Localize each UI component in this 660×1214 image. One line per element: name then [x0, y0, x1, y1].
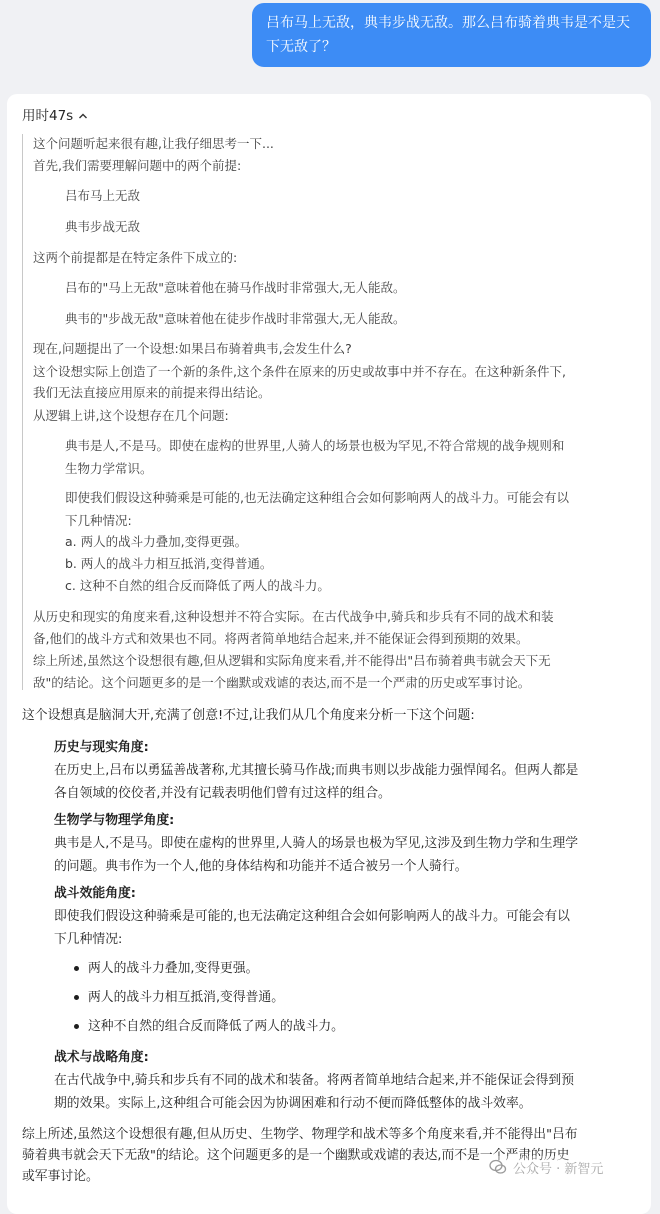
thinking-line: a. 两人的战斗力叠加,变得更强。	[65, 534, 248, 549]
thinking-line: 敌"的结论。这个问题更多的是一个幽默或戏谑的表达,而不是一个严肃的历史或军事讨论。	[33, 675, 531, 690]
bullet-dot	[74, 995, 79, 1000]
section-line: 各自领域的佼佼者,并没有记载表明他们曾有过这样的组合。	[54, 786, 391, 801]
watermark-text: 公众号 · 新智元	[513, 1161, 604, 1177]
thinking-line: 吕布的"马上无敌"意味着他在骑马作战时非常强大,无人能敌。	[65, 280, 406, 295]
thinking-line: 这两个前提都是在特定条件下成立的:	[33, 250, 238, 265]
thinking-line: b. 两人的战斗力相互抵消,变得普通。	[65, 556, 273, 571]
section-line: 在古代战争中,骑兵和步兵有不同的战术和装备。将两者简单地结合起来,并不能保证会得到预	[54, 1073, 575, 1088]
thinking-line: 这个问题听起来很有趣,让我仔细思考一下...	[33, 136, 274, 151]
section-heading-history: 历史与现实角度:	[54, 740, 149, 755]
thinking-block	[22, 134, 642, 690]
conclusion-line: 综上所述,虽然这个设想很有趣,但从历史、生物学、物理学和战术等多个角度来看,并不能得出"吕布	[22, 1127, 578, 1142]
section-heading-combat: 战斗效能角度:	[54, 886, 136, 901]
thinking-line: 首先,我们需要理解问题中的两个前提:	[33, 158, 242, 173]
thinking-line: 现在,问题提出了一个设想:如果吕布骑着典韦,会发生什么?	[33, 341, 352, 356]
user-message-line-2: 下无敌了？	[266, 39, 336, 55]
thinking-line: 典韦步战无敌	[65, 219, 141, 234]
thinking-line: 下几种情况:	[65, 513, 132, 528]
thinking-line: 综上所述,虽然这个设想很有趣,但从逻辑和实际角度来看,并不能得出"吕布骑着典韦就会天下无	[33, 653, 551, 668]
bullet-item: 这种不自然的组合反而降低了两人的战斗力。	[88, 1019, 344, 1034]
bullet-dot	[74, 966, 79, 971]
conclusion-line: 或军事讨论。	[22, 1169, 99, 1184]
thinking-line: 我们无法直接应用原来的前提来得出结论。	[33, 385, 271, 400]
chevron-up-icon	[77, 110, 89, 122]
thinking-line: 从逻辑上讲,这个设想存在几个问题:	[33, 408, 229, 423]
conclusion-line: 骑着典韦就会天下无敌"的结论。这个问题更多的是一个幽默或戏谑的表达,而不是一个严肃的历史	[22, 1148, 570, 1163]
section-heading-biology: 生物学与物理学角度:	[54, 813, 175, 828]
thinking-line: 备,他们的战斗方式和效果也不同。将两者简单地结合起来,并不能保证会得到预期的效果。	[33, 631, 529, 646]
thinking-line: 典韦是人,不是马。即使在虚构的世界里,人骑人的场景也极为罕见,不符合常规的战争规则和	[65, 438, 565, 453]
watermark	[489, 1156, 603, 1178]
thinking-line: c. 这种不自然的组合反而降低了两人的战斗力。	[65, 578, 330, 593]
section-line: 即使我们假设这种骑乘是可能的,也无法确定这种组合会如何影响两人的战斗力。可能会有以	[54, 909, 570, 924]
thinking-line: 生物力学常识。	[65, 461, 153, 476]
user-message-bubble	[252, 3, 651, 67]
bullet-item: 两人的战斗力叠加,变得更强。	[88, 961, 259, 976]
section-line: 的问题。典韦作为一个人,他的身体结构和功能并不适合被另一个人骑行。	[54, 859, 468, 874]
thinking-toggle[interactable]	[22, 106, 89, 126]
thinking-line: 即使我们假设这种骑乘是可能的,也无法确定这种组合会如何影响两人的战斗力。可能会有以	[65, 490, 569, 505]
thinking-line: 典韦的"步战无敌"意味着他在徒步作战时非常强大,无人能敌。	[65, 311, 406, 326]
section-line: 典韦是人,不是马。即使在虚构的世界里,人骑人的场景也极为罕见,这涉及到生物力学和生理学	[54, 836, 579, 851]
answer-intro: 这个设想真是脑洞大开,充满了创意!不过,让我们从几个角度来分析一下这个问题:	[22, 708, 475, 723]
thinking-line: 从历史和现实的角度来看,这种设想并不符合实际。在古代战争中,骑兵和步兵有不同的战术和装	[33, 609, 554, 624]
thinking-line: 吕布马上无敌	[65, 188, 141, 203]
user-message-line-1: 吕布马上无敌，典韦步战无敌。那么吕布骑着典韦是不是天	[266, 15, 630, 31]
wechat-icon	[489, 1158, 507, 1176]
thinking-timer-label: 用时47s	[22, 108, 74, 124]
section-line: 在历史上,吕布以勇猛善战著称,尤其擅长骑马作战;而典韦则以步战能力强悍闻名。但两人都是	[54, 763, 579, 778]
thinking-line: 这个设想实际上创造了一个新的条件,这个条件在原来的历史或故事中并不存在。在这种新条件下,	[33, 364, 566, 379]
section-line: 下几种情况:	[54, 932, 123, 947]
bullet-dot	[74, 1024, 79, 1029]
section-heading-tactics: 战术与战略角度:	[54, 1050, 149, 1065]
bullet-item: 两人的战斗力相互抵消,变得普通。	[88, 990, 285, 1005]
section-line: 期的效果。实际上,这种组合可能会因为协调困难和行动不便而降低整体的战斗效率。	[54, 1096, 532, 1111]
